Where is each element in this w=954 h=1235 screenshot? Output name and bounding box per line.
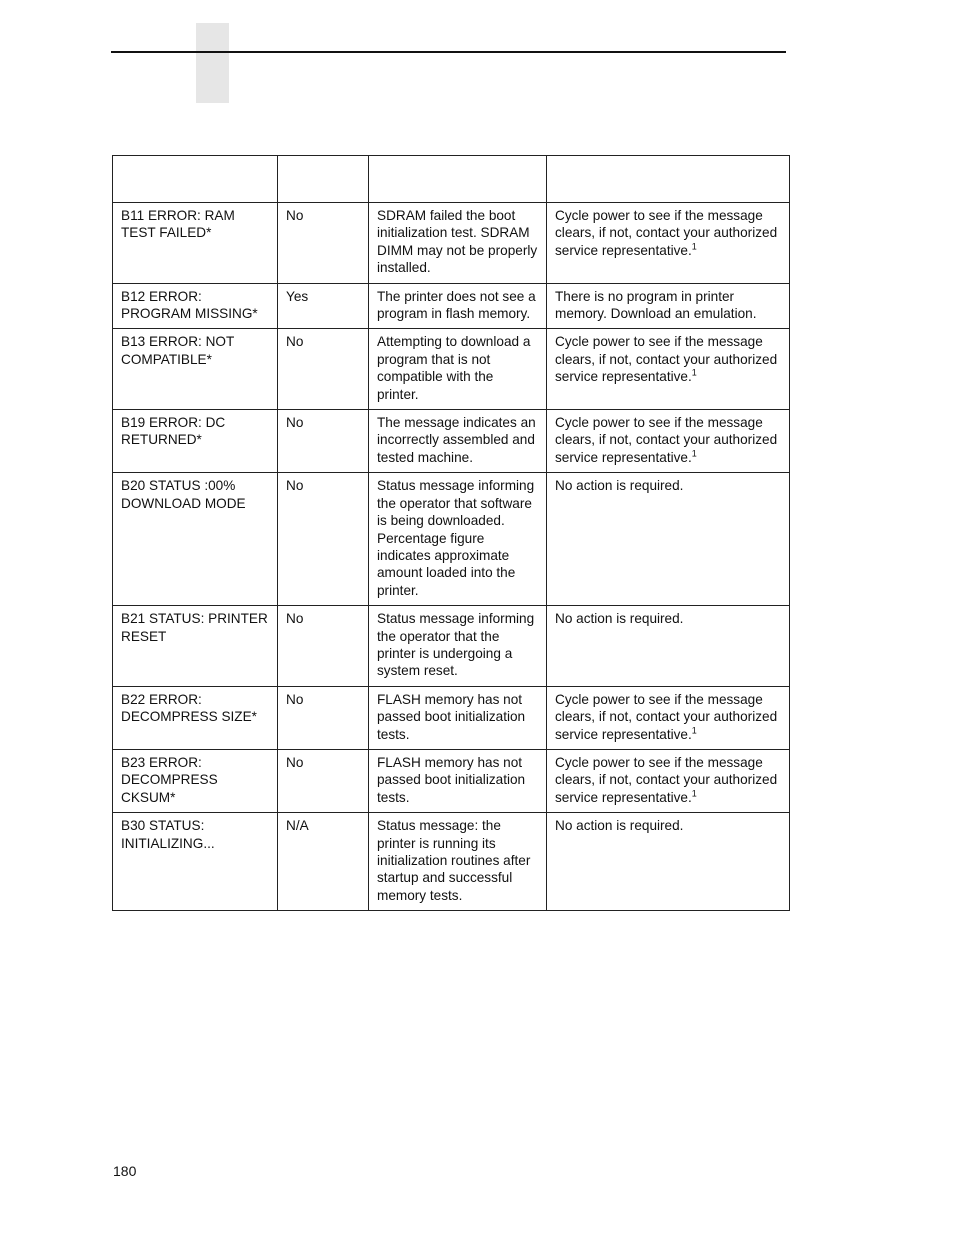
explanation-cell-text: Status message: the printer is running its initialization routines after startup and successful memory tests.: [377, 818, 531, 903]
footnote-marker: 1: [691, 448, 697, 459]
solution-cell: [547, 606, 790, 687]
displayed-cell: [278, 606, 369, 687]
message-cell-text: B11 ERROR: RAM TEST FAILED*: [121, 208, 235, 241]
solution-cell-text: Cycle power to see if the message clears, if not, contact your authorized service representative.: [555, 754, 778, 805]
table-row: [113, 410, 790, 473]
solution-cell: [547, 813, 790, 911]
explanation-cell-text: Status message informing the operator that the printer is undergoing a system reset.: [377, 611, 535, 679]
message-cell-text: B30 STATUS: INITIALIZING...: [121, 818, 215, 851]
displayed-cell-text: No: [286, 415, 304, 431]
solution-cell: [547, 473, 790, 606]
message-cell: [113, 749, 278, 812]
solution-cell-text: Cycle power to see if the message clears, if not, contact your authorized service representative.: [555, 208, 778, 258]
solution-cell: [547, 686, 790, 749]
solution-cell-text: No action is required.: [555, 478, 684, 494]
displayed-cell-text: No: [286, 334, 304, 350]
header-cell-explanation: [369, 156, 547, 203]
table-body: [113, 203, 790, 911]
footnote-marker: 1: [691, 367, 697, 378]
displayed-cell: [278, 329, 369, 410]
explanation-cell: [369, 749, 547, 812]
footnote-marker: 1: [691, 241, 697, 252]
displayed-cell-text: N/A: [286, 818, 309, 834]
explanation-cell: [369, 410, 547, 473]
displayed-cell: [278, 203, 369, 284]
solution-cell: [547, 283, 790, 329]
message-table: [112, 155, 790, 911]
solution-cell: [547, 749, 790, 812]
displayed-cell-text: No: [286, 208, 304, 223]
solution-cell-text: Cycle power to see if the message clears, if not, contact your authorized service representative.: [555, 691, 778, 742]
displayed-cell-text: No: [286, 611, 304, 627]
solution-cell-text: No action is required.: [555, 818, 684, 834]
explanation-cell-text: FLASH memory has not passed boot initialization tests.: [377, 691, 526, 742]
explanation-cell: [369, 813, 547, 911]
message-cell: [113, 606, 278, 687]
displayed-cell: [278, 686, 369, 749]
table-row: [113, 473, 790, 606]
table-header-row: [113, 156, 790, 203]
displayed-cell-text: No: [286, 754, 304, 770]
solution-cell-text: Cycle power to see if the message clears, if not, contact your authorized service representative.: [555, 334, 778, 385]
solution-cell: [547, 410, 790, 473]
explanation-cell: [369, 329, 547, 410]
message-cell-text: B13 ERROR: NOT COMPATIBLE*: [121, 334, 235, 367]
message-cell: [113, 283, 278, 329]
message-cell-text: B22 ERROR: DECOMPRESS SIZE*: [121, 691, 257, 725]
displayed-cell: [278, 410, 369, 473]
table-row: [113, 203, 790, 284]
header-cell-solution: [547, 156, 790, 203]
explanation-cell: [369, 686, 547, 749]
message-cell-text: B20 STATUS :00% DOWNLOAD MODE: [121, 478, 246, 511]
table-row: [113, 283, 790, 329]
displayed-cell: [278, 749, 369, 812]
table-row: [113, 813, 790, 911]
table-row: [113, 686, 790, 749]
footnote-marker: 1: [691, 788, 697, 799]
explanation-cell-text: FLASH memory has not passed boot initialization tests.: [377, 754, 526, 805]
header-cell-displayed: [278, 156, 369, 203]
explanation-cell-text: Attempting to download a program that is not compatible with the printer.: [377, 334, 531, 402]
displayed-cell: [278, 813, 369, 911]
explanation-cell: [369, 203, 547, 284]
explanation-cell-text: Status message informing the operator that software is being downloaded. Percentage figure indicates approximate amount loaded into the printer.: [377, 478, 535, 598]
table-row: [113, 606, 790, 687]
message-cell-text: B12 ERROR: PROGRAM MISSING*: [121, 288, 258, 322]
message-cell: [113, 329, 278, 410]
header-rule: [111, 51, 786, 53]
table-row: [113, 749, 790, 812]
header-cell-message: [113, 156, 278, 203]
page-number: 180: [113, 1163, 137, 1179]
solution-cell: [547, 203, 790, 284]
solution-cell: [547, 329, 790, 410]
message-cell: [113, 686, 278, 749]
explanation-cell-text: The message indicates an incorrectly assembled and tested machine.: [377, 415, 536, 465]
solution-cell-text: No action is required.: [555, 611, 684, 627]
chapter-tab: [196, 23, 229, 103]
message-cell: [113, 203, 278, 284]
explanation-cell-text: The printer does not see a program in flash memory.: [377, 288, 536, 322]
explanation-cell: [369, 473, 547, 606]
explanation-cell: [369, 606, 547, 687]
message-cell: [113, 813, 278, 911]
message-cell: [113, 410, 278, 473]
message-cell-text: B21 STATUS: PRINTER RESET: [121, 611, 268, 644]
message-cell-text: B23 ERROR: DECOMPRESS CKSUM*: [121, 754, 218, 805]
displayed-cell-text: Yes: [286, 288, 309, 304]
solution-cell-text: There is no program in printer memory. Download an emulation.: [555, 288, 757, 322]
footnote-marker: 1: [691, 725, 697, 736]
displayed-cell: [278, 473, 369, 606]
solution-cell-text: Cycle power to see if the message clears, if not, contact your authorized service representative.: [555, 415, 778, 465]
table-row: [113, 329, 790, 410]
explanation-cell: [369, 283, 547, 329]
message-cell: [113, 473, 278, 606]
message-cell-text: B19 ERROR: DC RETURNED*: [121, 415, 226, 448]
displayed-cell-text: No: [286, 478, 304, 494]
explanation-cell-text: SDRAM failed the boot initialization test. SDRAM DIMM may not be properly installed.: [377, 208, 538, 276]
displayed-cell: [278, 283, 369, 329]
displayed-cell-text: No: [286, 691, 304, 707]
